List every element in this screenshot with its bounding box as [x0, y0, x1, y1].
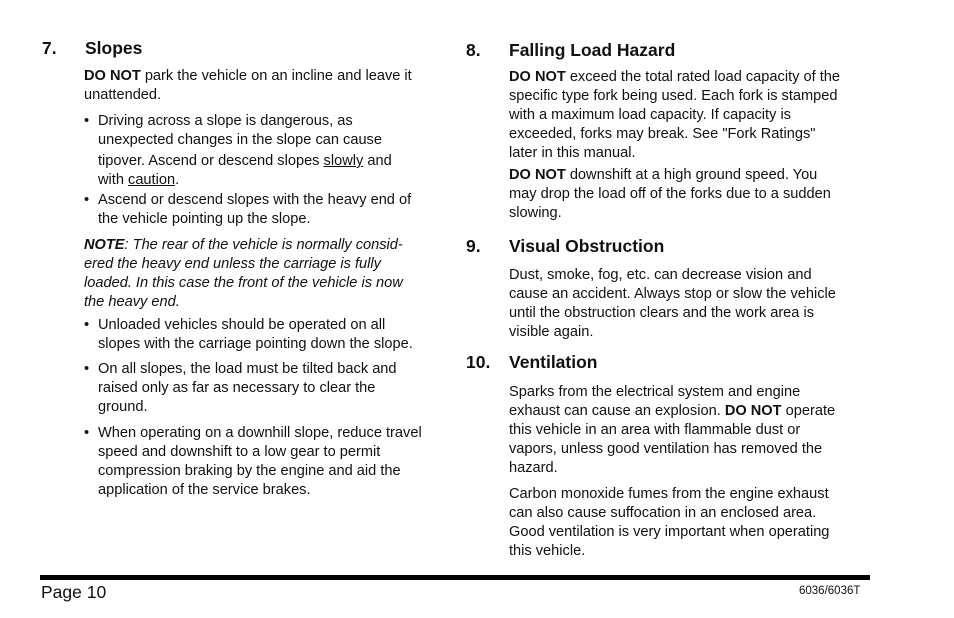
section-8-number: 8.	[466, 40, 481, 60]
model-number: 6036/6036T	[799, 585, 861, 597]
section-7-bullet-3: • Unloaded vehicles should be operated on all slopes with the carriage pointing down the slope.	[84, 316, 458, 354]
section-7-bullet-2: • Ascend or descend slopes with the heavy end of the vehicle pointing up the slope.	[84, 191, 458, 229]
section-10-title: Ventilation	[509, 352, 598, 372]
section-10-paragraph-1: Sparks from the electrical system and engine exhaust can cause an explosion. DO NOT operate this vehicle in an area with flammable dust or vapors, unless good ventilation has removed the hazard.	[509, 384, 836, 476]
section-10-number: 10.	[466, 352, 491, 372]
section-7-bullet-5: • When operating on a downhill slope, reduce travel speed and downshift to a low gear to permit compression braking by the engine and aid the application of the service brakes.	[84, 424, 468, 500]
section-8-title: Falling Load Hazard	[509, 40, 676, 60]
section-8-paragraph-2: DO NOT downshift at a high ground speed. You may drop the load off of the forks due to a sudden slowing.	[509, 167, 831, 221]
do-not-emphasis: DO NOT	[724, 403, 782, 419]
do-not-emphasis: DO NOT	[509, 69, 566, 85]
section-7-title: Slopes	[85, 38, 143, 58]
section-7-paragraph-1: DO NOT park the vehicle on an incline and leave it unattended.	[84, 68, 412, 103]
section-7-bullet-4: • On all slopes, the load must be tilted back and raised only as far as necessary to clear the ground.	[84, 360, 458, 417]
section-9-number: 9.	[466, 236, 481, 256]
section-10-paragraph-2: Carbon monoxide fumes from the engine exhaust can also cause suffocation in an enclosed area. Good ventilation is very important when operating this vehicle.	[509, 486, 830, 559]
footer-rule	[40, 575, 870, 580]
section-7-bullet-1: • Driving across a slope is dangerous, as unexpected changes in the slope can cause tipover. Ascend or descend slopes slowly and with caution.	[84, 112, 458, 190]
section-7-number: 7.	[42, 38, 57, 58]
do-not-emphasis: DO NOT	[84, 68, 141, 84]
section-9-title: Visual Obstruction	[509, 236, 665, 256]
do-not-emphasis: DO NOT	[509, 167, 566, 183]
underlined-caution: caution	[128, 172, 176, 188]
section-9-paragraph-1: Dust, smoke, fog, etc. can decrease vision and cause an accident. Always stop or slow the vehicle until the obstruction clears and the work area is visible again.	[509, 267, 836, 340]
page-number: Page 10	[41, 582, 107, 602]
section-8-paragraph-1: DO NOT exceed the total rated load capacity of the specific type fork being used. Each fork is stamped with a maximum load capacity. If capacity is exceeded, forks may break. See "Fork Ratings" later in this manual.	[509, 69, 840, 161]
underlined-slowly: slowly	[323, 153, 364, 169]
note-label: NOTE	[84, 237, 125, 253]
section-7-note: NOTE: The rear of the vehicle is normally consid- ered the heavy end unless the carriage is fully loaded. In this case the front of the vehicle is now the heavy end.	[84, 237, 403, 310]
